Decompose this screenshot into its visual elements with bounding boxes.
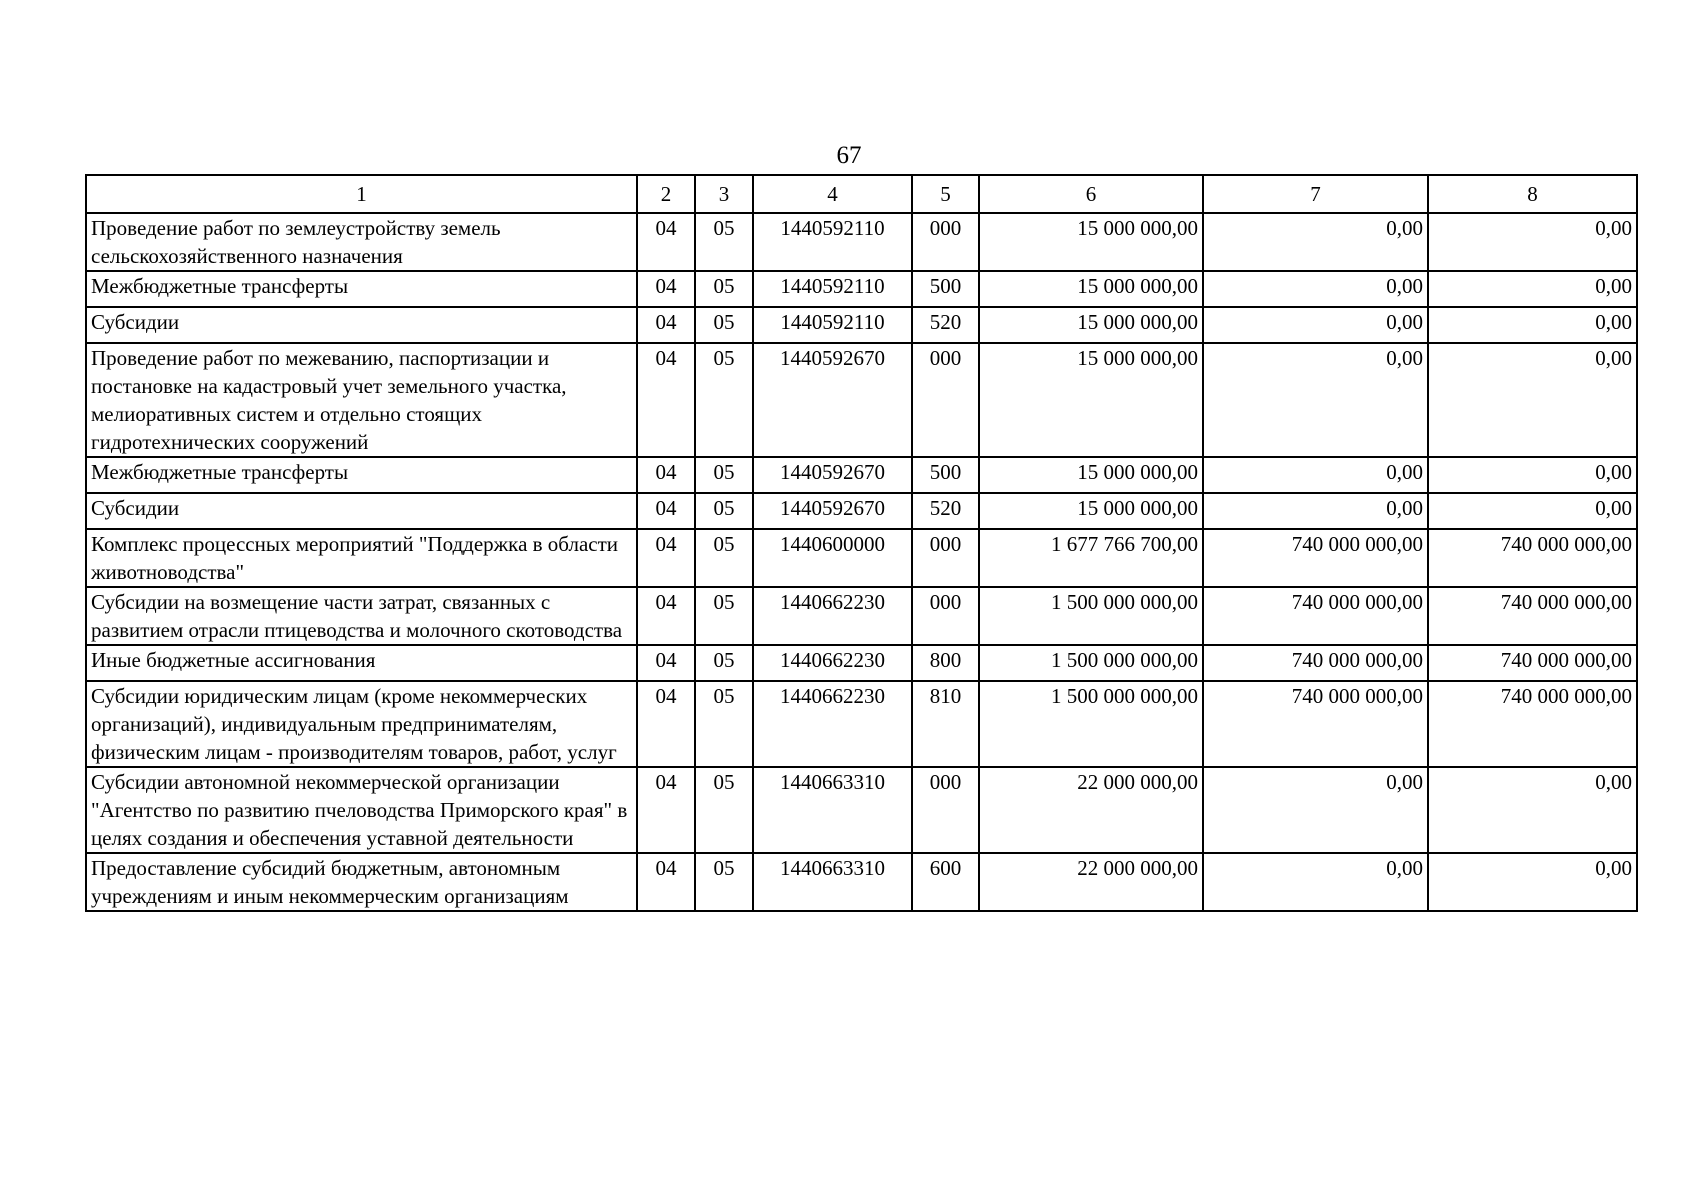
expense-type-code: 000 — [912, 587, 979, 645]
target-article-code: 1440663310 — [753, 853, 912, 911]
target-article-code: 1440592670 — [753, 343, 912, 457]
column-header: 5 — [912, 175, 979, 213]
amount-col-8: 0,00 — [1428, 853, 1637, 911]
amount-col-7: 0,00 — [1203, 343, 1428, 457]
target-article-code: 1440662230 — [753, 587, 912, 645]
subsection-code: 05 — [695, 853, 753, 911]
section-code: 04 — [637, 529, 695, 587]
section-code: 04 — [637, 271, 695, 307]
expense-type-code: 000 — [912, 343, 979, 457]
amount-col-8: 740 000 000,00 — [1428, 529, 1637, 587]
amount-col-7: 740 000 000,00 — [1203, 681, 1428, 767]
table-row — [86, 681, 1637, 767]
amount-col-6: 15 000 000,00 — [979, 493, 1203, 529]
subsection-code: 05 — [695, 307, 753, 343]
amount-col-6: 15 000 000,00 — [979, 213, 1203, 271]
target-article-code: 1440600000 — [753, 529, 912, 587]
expense-type-code: 000 — [912, 213, 979, 271]
item-name: Иные бюджетные ассигнования — [86, 645, 637, 681]
item-name: Субсидии автономной некоммерческой организации "Агентство по развитию пчеловодства Приморского края" в целях создания и обеспечения уставной деятельности — [86, 767, 637, 853]
amount-col-7: 0,00 — [1203, 271, 1428, 307]
amount-col-6: 15 000 000,00 — [979, 271, 1203, 307]
subsection-code: 05 — [695, 271, 753, 307]
amount-col-8: 0,00 — [1428, 307, 1637, 343]
subsection-code: 05 — [695, 681, 753, 767]
expense-type-code: 600 — [912, 853, 979, 911]
subsection-code: 05 — [695, 213, 753, 271]
expense-type-code: 800 — [912, 645, 979, 681]
item-name: Проведение работ по землеустройству земель сельскохозяйственного назначения — [86, 213, 637, 271]
amount-col-8: 0,00 — [1428, 457, 1637, 493]
item-name: Субсидии — [86, 493, 637, 529]
amount-col-8: 0,00 — [1428, 493, 1637, 529]
amount-col-6: 15 000 000,00 — [979, 457, 1203, 493]
amount-col-7: 740 000 000,00 — [1203, 587, 1428, 645]
section-code: 04 — [637, 213, 695, 271]
amount-col-6: 1 677 766 700,00 — [979, 529, 1203, 587]
amount-col-7: 740 000 000,00 — [1203, 529, 1428, 587]
amount-col-7: 0,00 — [1203, 493, 1428, 529]
target-article-code: 1440592110 — [753, 307, 912, 343]
target-article-code: 1440663310 — [753, 767, 912, 853]
column-header: 2 — [637, 175, 695, 213]
amount-col-8: 740 000 000,00 — [1428, 681, 1637, 767]
subsection-code: 05 — [695, 529, 753, 587]
section-code: 04 — [637, 681, 695, 767]
page-number: 67 — [836, 142, 862, 169]
amount-col-7: 740 000 000,00 — [1203, 645, 1428, 681]
column-header: 7 — [1203, 175, 1428, 213]
subsection-code: 05 — [695, 493, 753, 529]
amount-col-7: 0,00 — [1203, 457, 1428, 493]
target-article-code: 1440662230 — [753, 645, 912, 681]
target-article-code: 1440592110 — [753, 271, 912, 307]
item-name: Межбюджетные трансферты — [86, 271, 637, 307]
column-header: 8 — [1428, 175, 1637, 213]
target-article-code: 1440592670 — [753, 493, 912, 529]
table-row — [86, 645, 1637, 681]
amount-col-6: 15 000 000,00 — [979, 307, 1203, 343]
amount-col-8: 740 000 000,00 — [1428, 645, 1637, 681]
expense-type-code: 500 — [912, 457, 979, 493]
table-row — [86, 493, 1637, 529]
amount-col-6: 1 500 000 000,00 — [979, 587, 1203, 645]
amount-col-8: 0,00 — [1428, 271, 1637, 307]
expense-type-code: 520 — [912, 307, 979, 343]
section-code: 04 — [637, 307, 695, 343]
expense-type-code: 500 — [912, 271, 979, 307]
item-name: Комплекс процессных мероприятий "Поддержка в области животноводства" — [86, 529, 637, 587]
section-code: 04 — [637, 343, 695, 457]
item-name: Предоставление субсидий бюджетным, автономным учреждениям и иным некоммерческим организациям — [86, 853, 637, 911]
amount-col-8: 0,00 — [1428, 213, 1637, 271]
item-name: Субсидии на возмещение части затрат, связанных с развитием отрасли птицеводства и молочного скотоводства — [86, 587, 637, 645]
target-article-code: 1440662230 — [753, 681, 912, 767]
subsection-code: 05 — [695, 767, 753, 853]
table-row — [86, 457, 1637, 493]
expense-type-code: 000 — [912, 767, 979, 853]
subsection-code: 05 — [695, 645, 753, 681]
section-code: 04 — [637, 853, 695, 911]
amount-col-8: 740 000 000,00 — [1428, 587, 1637, 645]
amount-col-7: 0,00 — [1203, 767, 1428, 853]
item-name: Субсидии юридическим лицам (кроме некоммерческих организаций), индивидуальным предпринимателям, физическим лицам - производителям товаров, работ, услуг — [86, 681, 637, 767]
target-article-code: 1440592670 — [753, 457, 912, 493]
amount-col-7: 0,00 — [1203, 853, 1428, 911]
column-header: 1 — [86, 175, 637, 213]
amount-col-6: 1 500 000 000,00 — [979, 645, 1203, 681]
amount-col-7: 0,00 — [1203, 213, 1428, 271]
subsection-code: 05 — [695, 587, 753, 645]
expense-type-code: 810 — [912, 681, 979, 767]
table-row — [86, 307, 1637, 343]
section-code: 04 — [637, 645, 695, 681]
item-name: Субсидии — [86, 307, 637, 343]
subsection-code: 05 — [695, 457, 753, 493]
expense-type-code: 520 — [912, 493, 979, 529]
subsection-code: 05 — [695, 343, 753, 457]
amount-col-6: 1 500 000 000,00 — [979, 681, 1203, 767]
header-row — [86, 175, 1637, 213]
expense-type-code: 000 — [912, 529, 979, 587]
section-code: 04 — [637, 767, 695, 853]
amount-col-6: 22 000 000,00 — [979, 853, 1203, 911]
table-row — [86, 529, 1637, 587]
table-row — [86, 271, 1637, 307]
amount-col-8: 0,00 — [1428, 767, 1637, 853]
table-row — [86, 853, 1637, 911]
section-code: 04 — [637, 587, 695, 645]
budget-table — [85, 174, 1638, 912]
table-row — [86, 343, 1637, 457]
amount-col-7: 0,00 — [1203, 307, 1428, 343]
table-row — [86, 587, 1637, 645]
target-article-code: 1440592110 — [753, 213, 912, 271]
item-name: Межбюджетные трансферты — [86, 457, 637, 493]
amount-col-6: 15 000 000,00 — [979, 343, 1203, 457]
amount-col-8: 0,00 — [1428, 343, 1637, 457]
column-header: 4 — [753, 175, 912, 213]
column-header: 3 — [695, 175, 753, 213]
section-code: 04 — [637, 493, 695, 529]
table-row — [86, 767, 1637, 853]
item-name: Проведение работ по межеванию, паспортизации и постановке на кадастровый учет земельного участка, мелиоративных систем и отдельно стоящих гидротехнических сооружений — [86, 343, 637, 457]
table-row — [86, 213, 1637, 271]
section-code: 04 — [637, 457, 695, 493]
column-header: 6 — [979, 175, 1203, 213]
amount-col-6: 22 000 000,00 — [979, 767, 1203, 853]
